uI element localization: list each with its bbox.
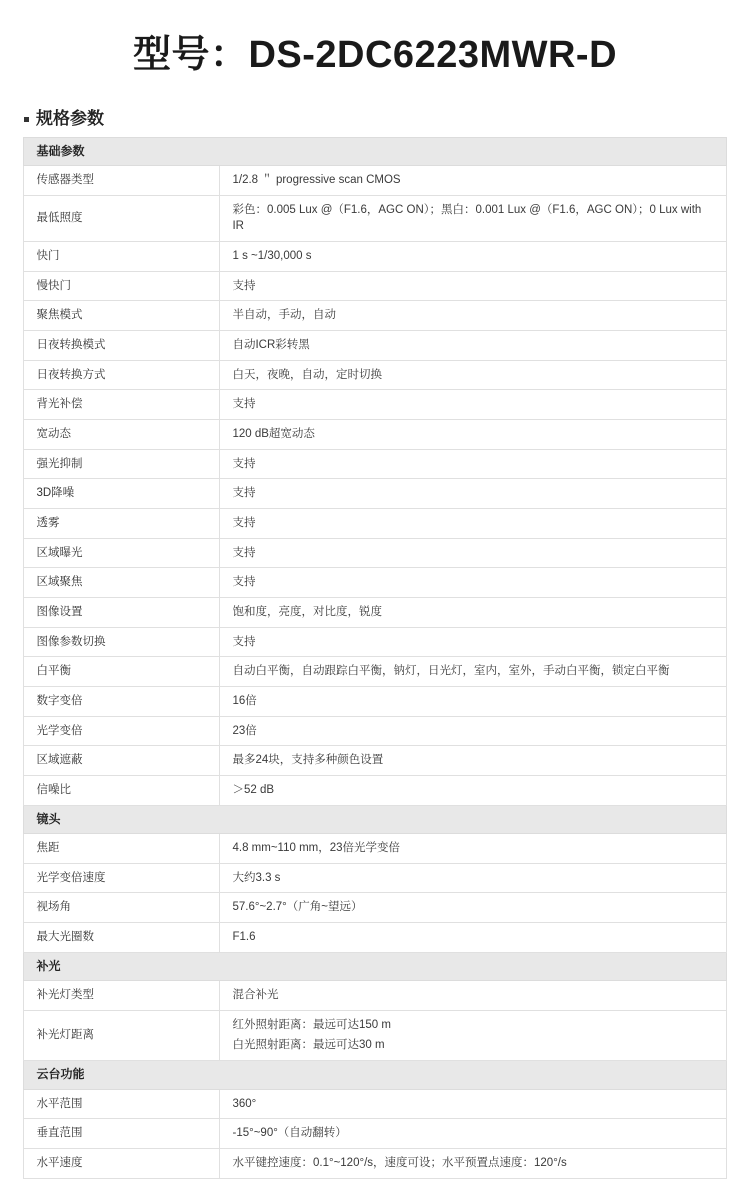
spec-value: 水平键控速度：0.1°~120°/s，速度可设；水平预置点速度：120°/s: [220, 1148, 726, 1178]
page-title: [0, 0, 750, 104]
spec-key: 日夜转换模式: [24, 330, 220, 360]
spec-key: 图像设置: [24, 597, 220, 627]
spec-key: 强光抑制: [24, 449, 220, 479]
table-row: [24, 330, 726, 360]
table-row: [24, 360, 726, 390]
spec-value: 支持: [220, 449, 726, 479]
table-row: [24, 893, 726, 923]
spec-key: 图像参数切换: [24, 627, 220, 657]
table-row: [24, 597, 726, 627]
spec-key: 最大光圈数: [24, 923, 220, 953]
table-row: [24, 923, 726, 953]
spec-key: 光学变倍速度: [24, 863, 220, 893]
table-group-row: [24, 805, 726, 833]
spec-value-line: 红外照射距离：最远可达150 m: [232, 1018, 391, 1031]
model-value: DS-2DC6223MWR-D: [248, 34, 618, 76]
table-group-row: [24, 1061, 726, 1089]
spec-value: 白天，夜晚，自动，定时切换: [220, 360, 726, 390]
table-row: [24, 1119, 726, 1149]
spec-key: 日夜转换方式: [24, 360, 220, 390]
specifications-table: [23, 137, 726, 1179]
table-row: [24, 686, 726, 716]
spec-value: 支持: [220, 568, 726, 598]
spec-key: 视场角: [24, 893, 220, 923]
spec-key: 水平速度: [24, 1148, 220, 1178]
spec-value: 支持: [220, 538, 726, 568]
spec-key: 慢快门: [24, 271, 220, 301]
spec-key: 快门: [24, 241, 220, 271]
spec-value: 57.6°~2.7°（广角~望远）: [220, 893, 726, 923]
spec-value: 自动白平衡，自动跟踪白平衡，钠灯，日光灯，室内，室外，手动白平衡，锁定白平衡: [220, 657, 726, 687]
spec-key: 光学变倍: [24, 716, 220, 746]
table-group-label: 补光: [24, 952, 726, 980]
spec-key: 背光补偿: [24, 390, 220, 420]
spec-value: 1/2.8 ＂ progressive scan CMOS: [220, 165, 726, 195]
table-row: [24, 419, 726, 449]
spec-value: 饱和度，亮度，对比度，锐度: [220, 597, 726, 627]
spec-key: 区域曝光: [24, 538, 220, 568]
spec-value: 自动ICR彩转黑: [220, 330, 726, 360]
spec-value: 半自动，手动，自动: [220, 301, 726, 331]
table-group-label: 基础参数: [24, 137, 726, 165]
spec-value: 支持: [220, 479, 726, 509]
table-row: [24, 271, 726, 301]
spec-key: 最低照度: [24, 195, 220, 241]
spec-value: [220, 1010, 726, 1060]
spec-key: 白平衡: [24, 657, 220, 687]
table-row: [24, 449, 726, 479]
spec-key: 垂直范围: [24, 1119, 220, 1149]
table-row: [24, 1089, 726, 1119]
spec-value: 支持: [220, 627, 726, 657]
table-row: [24, 538, 726, 568]
table-row: [24, 1148, 726, 1178]
table-group-label: 镜头: [24, 805, 726, 833]
spec-value: 混合补光: [220, 981, 726, 1011]
spec-value: 支持: [220, 390, 726, 420]
spec-key: 聚焦模式: [24, 301, 220, 331]
spec-value: 4.8 mm~110 mm，23倍光学变倍: [220, 834, 726, 864]
table-row: [24, 716, 726, 746]
table-row: [24, 746, 726, 776]
spec-key: 3D降噪: [24, 479, 220, 509]
section-header: [0, 104, 750, 137]
table-row: [24, 834, 726, 864]
table-row: [24, 165, 726, 195]
spec-value: 1 s ~1/30,000 s: [220, 241, 726, 271]
spec-key: 补光灯类型: [24, 981, 220, 1011]
table-row: [24, 981, 726, 1011]
spec-value: 23倍: [220, 716, 726, 746]
spec-value: ＞52 dB: [220, 776, 726, 806]
spec-value: 彩色：0.005 Lux @（F1.6，AGC ON）；黑白：0.001 Lux @（F1.6，AGC ON）；0 Lux with IR: [220, 195, 726, 241]
spec-key: 宽动态: [24, 419, 220, 449]
spec-key: 区域聚焦: [24, 568, 220, 598]
spec-value: 16倍: [220, 686, 726, 716]
square-bullet-icon: [24, 117, 29, 122]
spec-key: 信噪比: [24, 776, 220, 806]
spec-value: 大约3.3 s: [220, 863, 726, 893]
spec-value: 支持: [220, 508, 726, 538]
table-group-row: [24, 137, 726, 165]
table-row: [24, 1010, 726, 1060]
spec-value: F1.6: [220, 923, 726, 953]
table-row: [24, 508, 726, 538]
spec-value-line: 白光照射距离：最远可达30 m: [232, 1039, 385, 1052]
table-row: [24, 479, 726, 509]
spec-key: 数字变倍: [24, 686, 220, 716]
spec-value: -15°~90°（自动翻转）: [220, 1119, 726, 1149]
table-row: [24, 863, 726, 893]
table-row: [24, 776, 726, 806]
spec-key: 区域遮蔽: [24, 746, 220, 776]
table-group-label: 云台功能: [24, 1061, 726, 1089]
table-row: [24, 627, 726, 657]
spec-key: 透雾: [24, 508, 220, 538]
spec-key: 焦距: [24, 834, 220, 864]
table-row: [24, 390, 726, 420]
model-label: 型号：: [132, 34, 249, 76]
table-row: [24, 301, 726, 331]
table-row: [24, 241, 726, 271]
spec-key: 传感器类型: [24, 165, 220, 195]
spec-key: 补光灯距离: [24, 1010, 220, 1060]
spec-key: 水平范围: [24, 1089, 220, 1119]
spec-value: 最多24块，支持多种颜色设置: [220, 746, 726, 776]
spec-value: 120 dB超宽动态: [220, 419, 726, 449]
table-row: [24, 568, 726, 598]
spec-value: 支持: [220, 271, 726, 301]
section-title: 规格参数: [36, 108, 104, 128]
table-group-row: [24, 952, 726, 980]
table-row: [24, 657, 726, 687]
spec-value: 360°: [220, 1089, 726, 1119]
table-row: [24, 195, 726, 241]
